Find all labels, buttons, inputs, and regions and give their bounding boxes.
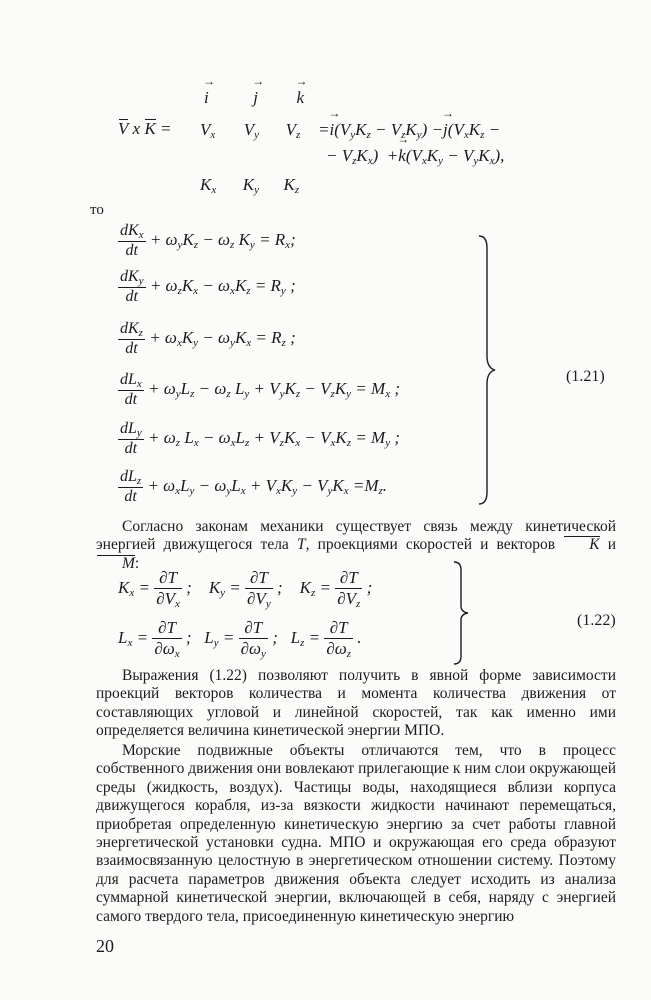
matrix-row-unit-vectors: → i → j → k xyxy=(204,88,304,108)
equation-line-6: $\frac{dL_z}{dt}$ + $\omega_xL_y - \omega_yL_x + V_xK_y - V_yK_x =M_z$. xyxy=(120,468,388,505)
cross-product-lhs: V x K = xyxy=(118,119,172,138)
system-brace-121 xyxy=(477,234,497,506)
paragraph-expressions: Выражения (1.22) позволяют получить в явной форме зависимости проекций векторов количества и момента количества движения от составляющих угловой и линейной скоростей, так как именно ими определяется величина кинетической энергии МПО. xyxy=(96,667,616,740)
equation-line-5: $\frac{dL_y}{dt}$ + $\omega_z$ $L_x - \omega_xL_z + V_zK_x - V_xK_z = M_y$ ; xyxy=(120,420,400,457)
equation-line-4: $\frac{dL_x}{dt}$ + $\omega_yL_z - \omega_z$ $L_y + V_yK_z - V_zK_y = M_x$ ; xyxy=(120,371,400,408)
equation-number-122: (1.22) xyxy=(577,612,616,629)
cross-product-result-line2: − $V_zK_x) +\to k(V_xK_y - V_yK_x)$, xyxy=(326,146,504,167)
cross-product-result-line1: =→ $i(V_yK_z - V_zK_y) -\to j(V_xK_z$ − xyxy=(318,120,500,141)
equation-line-1: $\frac{dK_x}{dt}$ + $\omega_yK_z - \omega_z$ $K_y = R_x$; xyxy=(120,222,296,259)
equation-line-2: $\frac{dK_y}{dt}$ + $\omega_zK_x - \omega_xK_z = R_y$ ; xyxy=(120,268,296,305)
paragraph-marine-objects: Морские подвижные объекты отличаются тем, что в процесс собственного движения они вовлекают прилегающие к ним слои окружающей среды (жидкость, воздух). Частицы воды, находящиеся вблизи корпуса движущегося корабля, из-за вязкости жидкости начинают перемещаться, приобретая определенную кинетическую энергию за счет работы главной энергетической установки судна. МПО и окружающая его среда образуют взаимосвязанную целостную в энергетическом отношении систему. Поэтому для расчета параметров движения объекта следует исходить из анализа суммарной кинетической энергии, включающей в себя, наряду с энергией самого твердого тела, присоединенную кинетическую энергию xyxy=(96,742,616,925)
equation-122-row2: $L_x$ = $\frac{\partial T}{\partial\omega_x}$ ; $L_y$ = $\frac{\partial T}{\partial\omega_y}$ ; $L_z$ = $\frac{\partial T}{\partial\omega_z}$ . xyxy=(118,618,362,660)
page-number: 20 xyxy=(96,936,114,956)
equation-122-row1: $K_x$ = $\frac{\partial T}{\partial V_x}$ ; $K_y$ = $\frac{\partial T}{\partial V_y}$ ; $K_z$ = $\frac{\partial T}{\partial V_z}$ ; xyxy=(118,568,373,610)
paragraph-kinetic-energy-relation: Согласно законам механики существует связь между кинетической энергией движущегося тела T, проекциями скоростей и векторов K и M: xyxy=(96,518,616,572)
matrix-row-momentum: $K_x$ $K_y$ $K_z$ xyxy=(200,175,300,196)
equation-line-3: $\frac{dK_z}{dt}$ + $\omega_xK_y - \omega_yK_x = R_z$ ; xyxy=(120,320,296,357)
matrix-row-velocity: $V_x$ $V_y$ $V_z$ xyxy=(200,120,301,141)
system-brace-122 xyxy=(452,560,470,666)
equation-number-121: (1.21) xyxy=(566,368,605,385)
word-to: то xyxy=(90,202,104,218)
